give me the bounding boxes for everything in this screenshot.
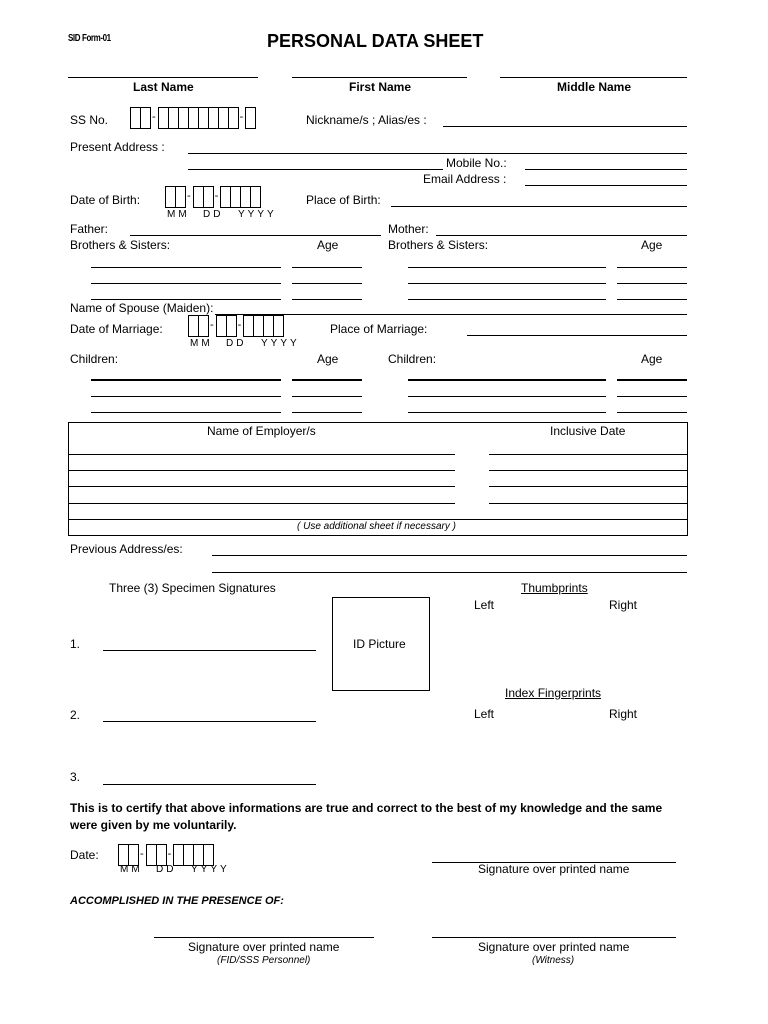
marriage-yyyy-hint: YYYY <box>261 338 300 349</box>
sibling-age-line[interactable] <box>292 267 362 268</box>
certification-line-2: were given by me voluntarily. <box>70 818 237 832</box>
employer-date-line[interactable] <box>489 454 688 455</box>
siblings-age-right: Age <box>641 238 663 252</box>
ss-label: SS No. <box>70 113 109 127</box>
marriage-dd-hint: DD <box>226 338 247 349</box>
sibling-line[interactable] <box>91 299 281 300</box>
personnel-signature-caption: Signature over printed name <box>188 940 340 954</box>
index-fingerprints-title: Index Fingerprints <box>505 686 602 700</box>
child-age-line[interactable] <box>617 379 687 381</box>
present-address-label: Present Address : <box>70 140 165 154</box>
present-address-line-2[interactable] <box>188 169 443 170</box>
sibling-line[interactable] <box>408 299 606 300</box>
previous-address-line-2[interactable] <box>212 572 687 573</box>
sibling-line[interactable] <box>91 267 281 268</box>
previous-address-label: Previous Address/es: <box>70 542 183 556</box>
child-age-line[interactable] <box>292 396 362 397</box>
children-label-left: Children: <box>70 352 119 366</box>
date-mm-hint: MM <box>120 864 143 875</box>
email-label: Email Address : <box>423 172 507 186</box>
dob-dash: - <box>187 190 191 202</box>
sibling-age-line[interactable] <box>617 299 687 300</box>
employer-row-line[interactable] <box>68 454 455 455</box>
ss-dash: - <box>239 111 244 123</box>
personnel-role: (FID/SSS Personnel) <box>217 955 311 966</box>
father-line[interactable] <box>130 235 381 236</box>
child-line[interactable] <box>91 396 281 397</box>
mother-label: Mother: <box>388 222 429 236</box>
mobile-label: Mobile No.: <box>446 156 507 170</box>
last-name-label: Last Name <box>133 80 194 94</box>
personnel-signature-line[interactable] <box>154 937 374 938</box>
child-age-line[interactable] <box>617 412 687 413</box>
dob-mm-hint: MM <box>167 209 190 220</box>
siblings-label-left: Brothers & Sisters: <box>70 238 171 252</box>
date-dash: - <box>167 848 172 860</box>
date-yyyy-hint: YYYY <box>191 864 230 875</box>
employer-date-line[interactable] <box>489 486 688 487</box>
mobile-line[interactable] <box>525 169 687 170</box>
specimen-signature-line-3[interactable] <box>103 784 316 785</box>
dob-dash: - <box>214 190 219 202</box>
sibling-age-line[interactable] <box>292 283 362 284</box>
nickname-line[interactable] <box>443 126 687 127</box>
witness-signature-line[interactable] <box>432 937 676 938</box>
date-label: Date: <box>70 848 99 862</box>
child-line[interactable] <box>408 412 606 413</box>
siblings-label-right: Brothers & Sisters: <box>388 238 489 252</box>
children-label-right: Children: <box>388 352 437 366</box>
ss-dash: - <box>152 111 156 123</box>
index-left-label: Left <box>474 707 495 721</box>
sibling-line[interactable] <box>91 283 281 284</box>
specimen-number: 3. <box>70 770 81 784</box>
specimen-number: 2. <box>70 708 81 722</box>
page-title: PERSONAL DATA SHEET <box>267 31 484 51</box>
sibling-age-line[interactable] <box>292 299 362 300</box>
marriage-mm-hint: MM <box>190 338 213 349</box>
marriage-place-label: Place of Marriage: <box>330 322 428 336</box>
siblings-age-left: Age <box>317 238 339 252</box>
present-address-line-1[interactable] <box>188 153 687 154</box>
child-line[interactable] <box>91 379 281 381</box>
father-label: Father: <box>70 222 109 236</box>
pob-label: Place of Birth: <box>306 193 381 207</box>
dob-yyyy-hint: YYYY <box>238 209 277 220</box>
date-dash: - <box>140 848 144 860</box>
employer-date-header: Inclusive Date <box>550 424 626 438</box>
thumbprint-left-label: Left <box>474 598 495 612</box>
thumbprints-title: Thumbprints <box>521 581 588 595</box>
employer-row-line[interactable] <box>68 519 688 520</box>
mother-line[interactable] <box>436 235 687 236</box>
child-age-line[interactable] <box>292 412 362 413</box>
id-picture-label: ID Picture <box>353 637 406 651</box>
date-boxes[interactable] <box>118 844 213 866</box>
witness-role: (Witness) <box>532 955 575 966</box>
employer-row-line[interactable] <box>68 470 455 471</box>
index-right-label: Right <box>609 707 638 721</box>
children-age-right: Age <box>641 352 663 366</box>
spouse-line[interactable] <box>215 314 687 315</box>
child-line[interactable] <box>91 412 281 413</box>
marriage-place-line[interactable] <box>467 335 687 336</box>
sibling-line[interactable] <box>408 267 606 268</box>
dob-boxes[interactable] <box>165 186 260 208</box>
marriage-date-label: Date of Marriage: <box>70 322 163 336</box>
specimen-signature-line-2[interactable] <box>103 721 316 722</box>
first-name-line[interactable] <box>292 77 467 78</box>
employer-date-line[interactable] <box>489 470 688 471</box>
spouse-label: Name of Spouse (Maiden): <box>70 301 214 315</box>
date-dd-hint: DD <box>156 864 177 875</box>
employer-date-line[interactable] <box>489 503 688 504</box>
last-name-line[interactable] <box>68 77 258 78</box>
previous-address-line-1[interactable] <box>212 555 687 556</box>
nickname-label: Nickname/s ; Alias/es : <box>306 113 427 127</box>
pob-line[interactable] <box>391 206 687 207</box>
sibling-line[interactable] <box>408 283 606 284</box>
specimen-signatures-label: Three (3) Specimen Signatures <box>109 581 276 595</box>
dob-dd-hint: DD <box>203 209 224 220</box>
marriage-dash: - <box>237 319 242 331</box>
employer-note: ( Use additional sheet if necessary ) <box>297 521 456 532</box>
child-line[interactable] <box>408 379 606 381</box>
sibling-age-line[interactable] <box>617 283 687 284</box>
first-name-label: First Name <box>349 80 412 94</box>
thumbprint-right-label: Right <box>609 598 638 612</box>
child-line[interactable] <box>408 396 606 397</box>
children-age-left: Age <box>317 352 339 366</box>
sibling-age-line[interactable] <box>617 267 687 268</box>
email-line[interactable] <box>525 185 687 186</box>
ss-number-boxes[interactable] <box>130 107 255 129</box>
employer-row-line[interactable] <box>68 503 455 504</box>
form-code: SID Form-01 <box>68 33 111 44</box>
specimen-number: 1. <box>70 637 81 651</box>
witness-signature-caption: Signature over printed name <box>478 940 630 954</box>
child-age-line[interactable] <box>617 396 687 397</box>
specimen-signature-line-1[interactable] <box>103 650 316 651</box>
child-age-line[interactable] <box>292 379 362 381</box>
accomplished-label: ACCOMPLISHED IN THE PRESENCE OF: <box>70 895 284 907</box>
marriage-date-boxes[interactable] <box>188 315 283 337</box>
marriage-dash: - <box>210 319 214 331</box>
employer-name-header: Name of Employer/s <box>207 424 316 438</box>
employer-row-line[interactable] <box>68 486 455 487</box>
dob-label: Date of Birth: <box>70 193 141 207</box>
middle-name-label: Middle Name <box>557 80 632 94</box>
certification-line-1: This is to certify that above informations are true and correct to the best of my knowledge and the same <box>70 801 663 815</box>
applicant-signature-caption: Signature over printed name <box>478 862 630 876</box>
middle-name-line[interactable] <box>500 77 687 78</box>
